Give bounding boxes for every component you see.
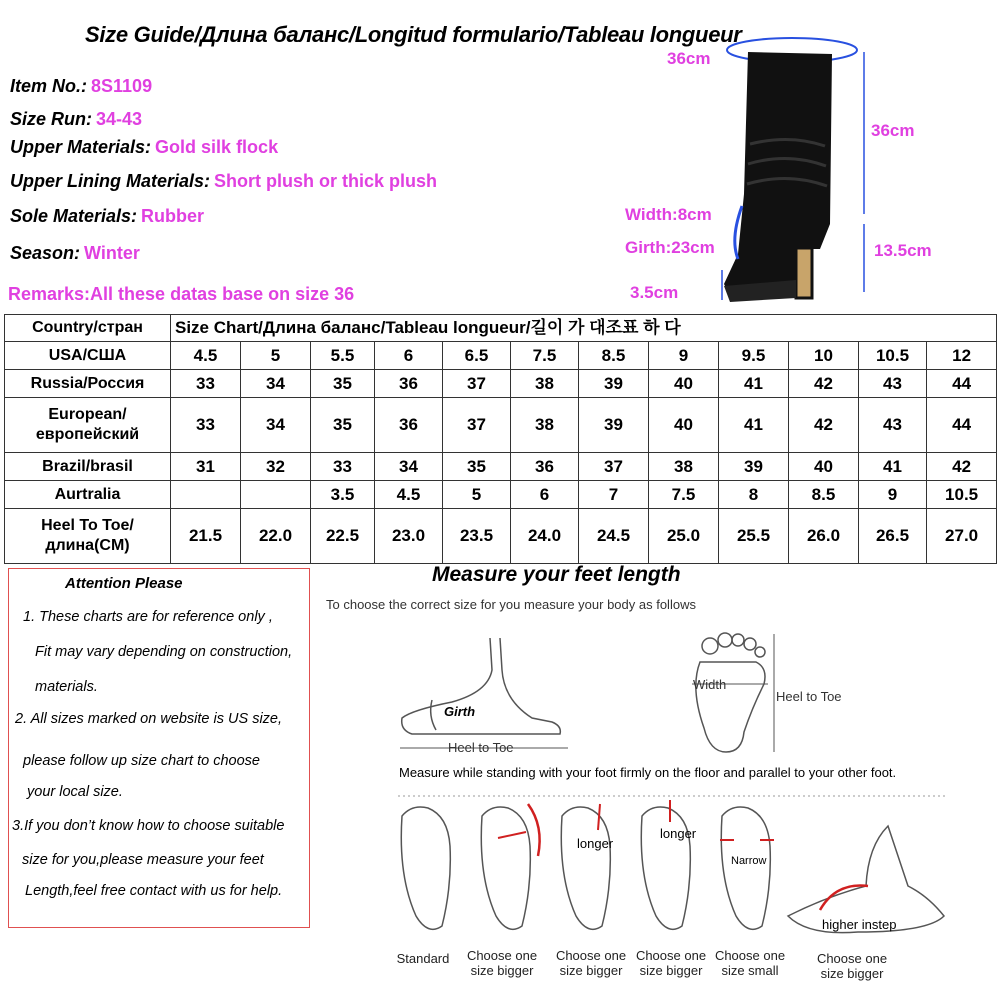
table-cell: 22.5 — [311, 509, 375, 564]
table-cell: 41 — [719, 398, 789, 453]
measure-subtitle: To choose the correct size for you measure your body as follows — [326, 597, 696, 612]
red-arrow — [498, 832, 526, 838]
table-cell: 7.5 — [649, 481, 719, 509]
table-cell — [171, 481, 241, 509]
table-cell: 3.5 — [311, 481, 375, 509]
table-cell: 39 — [579, 398, 649, 453]
table-cell: 10 — [789, 342, 859, 370]
attention-box — [8, 568, 310, 928]
table-cell — [241, 481, 311, 509]
spec-label: Upper Lining Materials: — [10, 171, 211, 191]
table-row — [5, 398, 997, 453]
table-cell: 24.0 — [511, 509, 579, 564]
page-title: Size Guide/Длина баланс/Longitud formulario/Tableau longueur — [85, 22, 742, 47]
foot-label-longer: longer — [660, 826, 697, 841]
dim-girth: Girth:23cm — [625, 238, 715, 257]
table-cell: 23.0 — [375, 509, 443, 564]
row-label: European/европейский — [5, 398, 171, 453]
dim-top: 36cm — [667, 49, 711, 68]
attention-line: 3.If you don’t know how to choose suitable — [12, 818, 285, 834]
attention-line: Fit may vary depending on construction, — [35, 644, 293, 660]
caption-small: Choose one size small — [714, 948, 786, 978]
spec-label: Season: — [10, 243, 81, 263]
measure-title: Measure your feet length — [432, 563, 681, 586]
table-cell: 36 — [375, 370, 443, 398]
table-cell: 36 — [375, 398, 443, 453]
table-cell: 35 — [311, 370, 375, 398]
spec-value: Rubber — [141, 206, 205, 226]
table-cell: 34 — [241, 398, 311, 453]
table-cell: 4.5 — [171, 342, 241, 370]
sole-outline — [696, 662, 765, 752]
dim-width: Width:8cm — [625, 205, 712, 224]
dim-heel: 13.5cm — [874, 241, 932, 260]
attention-line: materials. — [35, 679, 98, 695]
row-label: USA/США — [5, 342, 171, 370]
foot-small — [721, 807, 770, 929]
table-cell: 7.5 — [511, 342, 579, 370]
table-cell: 8 — [719, 481, 789, 509]
table-cell: 34 — [241, 370, 311, 398]
table-cell: 43 — [859, 370, 927, 398]
table-cell: 44 — [927, 370, 997, 398]
table-cell: 38 — [511, 370, 579, 398]
table-cell: 37 — [443, 398, 511, 453]
spec-label: Item No.: — [10, 76, 88, 96]
table-cell: 7 — [579, 481, 649, 509]
side-foot-outline — [402, 638, 561, 734]
table-cell: 32 — [241, 453, 311, 481]
attention-line: 1. These charts are for reference only , — [23, 609, 273, 625]
table-cell: 6 — [511, 481, 579, 509]
attention-line: 2. All sizes marked on website is US size, — [15, 711, 283, 727]
spec-value: Gold silk flock — [155, 137, 279, 157]
red-arrow — [820, 886, 868, 911]
table-row — [5, 509, 997, 564]
table-cell: 9.5 — [719, 342, 789, 370]
toe — [732, 634, 744, 646]
red-arrow — [598, 804, 600, 830]
table-cell: 9 — [859, 481, 927, 509]
table-cell: 35 — [311, 398, 375, 453]
table-row — [5, 370, 997, 398]
spec-lining-materials — [10, 171, 437, 192]
table-cell: 44 — [927, 398, 997, 453]
table-cell: 9 — [649, 342, 719, 370]
size-chart-table — [4, 314, 997, 564]
toe — [744, 638, 756, 650]
header-chart: Size Chart/Длина баланс/Tableau longueur/길이 가 대조표 하 다 — [171, 315, 997, 342]
table-cell: 39 — [719, 453, 789, 481]
spec-label: Size Run: — [10, 109, 93, 129]
toe — [755, 647, 765, 657]
caption-bigger: Choose one size bigger — [555, 948, 627, 978]
table-cell: 21.5 — [171, 509, 241, 564]
top-foot-diagram — [680, 628, 790, 760]
foot-label-narrow: Narrow — [731, 855, 767, 867]
foot-bigger-2 — [561, 807, 610, 929]
spec-upper-materials — [10, 137, 278, 158]
spec-size-run — [10, 109, 142, 130]
table-cell: 27.0 — [927, 509, 997, 564]
row-label: Heel To Toe/длина(CM) — [5, 509, 171, 564]
table-row — [5, 481, 997, 509]
table-cell: 41 — [859, 453, 927, 481]
remarks: Remarks:All these datas base on size 36 — [8, 284, 355, 304]
dim-platform: 3.5cm — [630, 283, 679, 302]
table-cell: 42 — [927, 453, 997, 481]
measure-instruction: Measure while standing with your foot firmly on the floor and parallel to your other foot. — [399, 765, 897, 780]
caption-bigger: Choose one size bigger — [635, 948, 707, 978]
table-cell: 40 — [649, 398, 719, 453]
attention-line: your local size. — [27, 784, 123, 800]
table-cell: 40 — [789, 453, 859, 481]
table-cell: 34 — [375, 453, 443, 481]
toe — [702, 638, 718, 654]
header-country: Country/стран — [5, 315, 171, 342]
table-cell: 24.5 — [579, 509, 649, 564]
table-cell: 33 — [171, 370, 241, 398]
caption-standard: Standard — [396, 951, 450, 966]
spec-value: 34-43 — [96, 109, 143, 129]
foot-label-longer: longer — [577, 836, 614, 851]
table-cell: 23.5 — [443, 509, 511, 564]
table-cell: 36 — [511, 453, 579, 481]
foot-label-instep: higher instep — [822, 917, 897, 932]
spec-label: Upper Materials: — [10, 137, 152, 157]
caption-bigger: Choose one size bigger — [466, 948, 538, 978]
spec-season — [10, 243, 140, 264]
table-cell: 37 — [579, 453, 649, 481]
table-cell: 8.5 — [789, 481, 859, 509]
table-cell: 31 — [171, 453, 241, 481]
table-header-row — [5, 315, 997, 342]
table-cell: 25.5 — [719, 509, 789, 564]
table-cell: 35 — [443, 453, 511, 481]
table-cell: 40 — [649, 370, 719, 398]
spec-sole-materials — [10, 206, 204, 227]
row-label: Russia/Россия — [5, 370, 171, 398]
table-row — [5, 342, 997, 370]
table-cell: 43 — [859, 398, 927, 453]
table-cell: 12 — [927, 342, 997, 370]
attention-heading: Attention Please — [65, 575, 183, 592]
table-cell: 42 — [789, 370, 859, 398]
row-label: Brazil/brasil — [5, 453, 171, 481]
table-cell: 39 — [579, 370, 649, 398]
toe — [718, 633, 732, 647]
row-label: Aurtralia — [5, 481, 171, 509]
attention-line: size for you,please measure your feet — [22, 852, 264, 868]
boot-heel — [796, 248, 812, 298]
table-cell: 22.0 — [241, 509, 311, 564]
table-cell: 5.5 — [311, 342, 375, 370]
table-cell: 10.5 — [927, 481, 997, 509]
table-cell: 10.5 — [859, 342, 927, 370]
foot-bigger-1 — [481, 807, 530, 929]
width-label: Width — [693, 677, 727, 692]
table-cell: 6.5 — [443, 342, 511, 370]
boot-illustration — [700, 34, 920, 314]
boot-shaft — [724, 52, 832, 296]
heel-to-toe-top-label: Heel to Toe — [776, 689, 842, 704]
table-cell: 26.5 — [859, 509, 927, 564]
table-cell: 42 — [789, 398, 859, 453]
table-cell: 5 — [443, 481, 511, 509]
table-cell: 38 — [649, 453, 719, 481]
attention-line: please follow up size chart to choose — [23, 753, 260, 769]
table-cell: 4.5 — [375, 481, 443, 509]
spec-value: 8S1109 — [91, 76, 153, 96]
table-cell: 26.0 — [789, 509, 859, 564]
table-cell: 5 — [241, 342, 311, 370]
table-row — [5, 453, 997, 481]
table-cell: 38 — [511, 398, 579, 453]
heel-to-toe-side-label: Heel to Toe — [448, 740, 514, 755]
spec-value: Short plush or thick plush — [214, 171, 438, 191]
caption-bigger: Choose one size bigger — [816, 951, 888, 981]
table-cell: 25.0 — [649, 509, 719, 564]
girth-label: Girth — [444, 704, 476, 719]
table-cell: 6 — [375, 342, 443, 370]
dim-shaft: 36cm — [871, 121, 915, 140]
spec-label: Sole Materials: — [10, 206, 138, 226]
table-cell: 33 — [171, 398, 241, 453]
foot-standard — [401, 807, 450, 929]
girth-arrow — [431, 700, 436, 730]
table-cell: 37 — [443, 370, 511, 398]
spec-value: Winter — [84, 243, 140, 263]
spec-item-no — [10, 76, 152, 97]
table-cell: 41 — [719, 370, 789, 398]
attention-line: Length,feel free contact with us for help. — [25, 883, 283, 899]
table-cell: 33 — [311, 453, 375, 481]
table-cell: 8.5 — [579, 342, 649, 370]
